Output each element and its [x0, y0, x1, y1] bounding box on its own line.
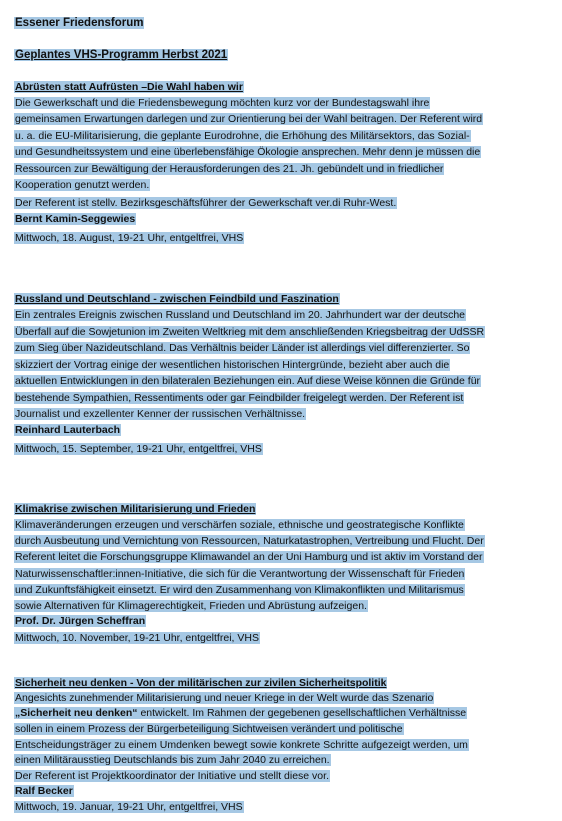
event-4-after-quote: entwickelt. Im Rahmen der gegebenen gesellschaftlichen Verhältnisse — [137, 707, 467, 719]
event-2-body-line: bestehende Sympathien, Ressentiments oder gar Feindbilder freigelegt werden. Der Referent ist — [15, 392, 464, 404]
event-3-title: Klimakrise zwischen Militarisierung und Frieden — [15, 503, 256, 515]
event-3-body-line: Klimaveränderungen erzeugen und verschärfen soziale, ethnische und geostrategische Konflikte — [15, 519, 464, 531]
event-2-speaker: Reinhard Lauterbach — [15, 424, 121, 436]
event-3-date: Mittwoch, 10. November, 19-21 Uhr, entgeltfrei, VHS — [15, 632, 259, 644]
event-1-body-line: Kooperation genutzt werden. — [15, 179, 150, 191]
event-1-title: Abrüsten statt Aufrüsten –Die Wahl haben wir — [15, 81, 243, 93]
event-1-date: Mittwoch, 18. August, 19-21 Uhr, entgeltfrei, VHS — [15, 232, 244, 244]
event-1-body-line: gemeinsamen Erwartungen darlegen und zur Orientierung bei der Wahl beitragen. Der Referent wird — [15, 113, 483, 125]
event-2-title: Russland und Deutschland - zwischen Feindbild und Faszination — [15, 293, 339, 305]
event-4-speaker: Ralf Becker — [15, 785, 73, 797]
event-4-body-line: Der Referent ist Projektkoordinator der Initiative und stellt diese vor. — [15, 770, 329, 782]
event-1-body-line: Der Referent ist stellv. Bezirksgeschäftsführer der Gewerkschaft ver.di Ruhr-West. — [15, 197, 397, 209]
event-1-body-line: Ressourcen zur Bewältigung der Herausforderungen des 21. Jh. gebündelt und in friedlicher — [15, 163, 444, 175]
event-2-body-line: zum Sieg über Nazideutschland. Das Verhältnis beider Länder ist allerdings viel differenzierter. So — [15, 342, 470, 354]
event-4-body-line: Angesichts zunehmender Militarisierung und neuer Kriege in der Welt wurde das Szenario — [15, 692, 434, 704]
event-1-speaker: Bernt Kamin-Seggewies — [15, 213, 136, 225]
event-4-body-line: Entscheidungsträger zu einem Umdenken bewegt sowie konkrete Schritte aufgezeigt werden, um — [15, 739, 468, 751]
event-1-body-line: und Gesundheitssystem und eine überlebensfähige Ökologie ansprechen. Mehr denn je müssen die — [15, 146, 481, 158]
event-2-body-line: Journalist und exzellenter Kenner der russischen Verhältnisse. — [15, 408, 306, 420]
event-3-speaker: Prof. Dr. Jürgen Scheffran — [15, 615, 146, 627]
event-4-body-line: einen Militärausstieg Deutschlands bis zum Jahr 2040 zu erreichen. — [15, 754, 330, 766]
event-4-quote: „Sicherheit neu denken“ — [15, 707, 138, 719]
organization-title: Essener Friedensforum — [15, 17, 144, 29]
event-2-body-line: Überfall auf die Sowjetunion im Zweiten Weltkrieg mit dem anschließenden Kriegsbeitrag der UdSSR — [15, 326, 485, 338]
event-4-title: Sicherheit neu denken - Von der militärischen zur zivilen Sicherheitspolitik — [15, 677, 387, 689]
event-3-body-line: Referent leitet die Forschungsgruppe Klimawandel an der Uni Hamburg und ist aktiv im Vorstand der — [15, 551, 483, 563]
event-2-body-line: aktuellen Entwicklungen in den bilateralen Beziehungen ein. Auf diese Weise können die Gründe für — [15, 375, 481, 387]
event-4-body-line — [14, 707, 467, 720]
event-3-body-line: sowie Alternativen für Klimagerechtigkeit, Frieden und Abrüstung aufzeigen. — [15, 600, 367, 612]
event-3-body-line: durch Ausbeutung und Vernichtung von Ressourcen, Naturkatastrophen, Vertreibung und Flucht. Der — [15, 535, 484, 547]
event-2-body-line: Ein zentrales Ereignis zwischen Russland und Deutschland im 20. Jahrhundert war der deutsche — [15, 309, 465, 321]
event-4-date: Mittwoch, 19. Januar, 19-21 Uhr, entgeltfrei, VHS — [15, 801, 243, 813]
event-2-body-line: skizziert der Vortrag einige der wesentlichen historischen Hintergründe, bezieht aber auch die — [15, 359, 450, 371]
event-3-body-line: und Zukunftsfähigkeit einsetzt. Er wird den Zusammenhang von Klimakonflikten und Militarismus — [15, 584, 464, 596]
event-3-body-line: Naturwissenschaftler:innen-Initiative, die sich für die Verantwortung der Wissenschaft für Frieden — [15, 568, 465, 580]
event-4-body-line: sollen in einem Prozess der Bürgerbeteiligung Sichtweisen verändert und politische — [15, 723, 403, 735]
event-1-body-line: u. a. die EU-Militarisierung, die geplante Eurodrohne, die Erhöhung des Militärsektors, das Sozial- — [15, 130, 470, 142]
program-title: Geplantes VHS-Programm Herbst 2021 — [15, 49, 228, 61]
event-1-body-line: Die Gewerkschaft und die Friedensbewegung möchten kurz vor der Bundestagswahl ihre — [15, 97, 430, 109]
event-2-date: Mittwoch, 15. September, 19-21 Uhr, entgeltfrei, VHS — [15, 443, 262, 455]
